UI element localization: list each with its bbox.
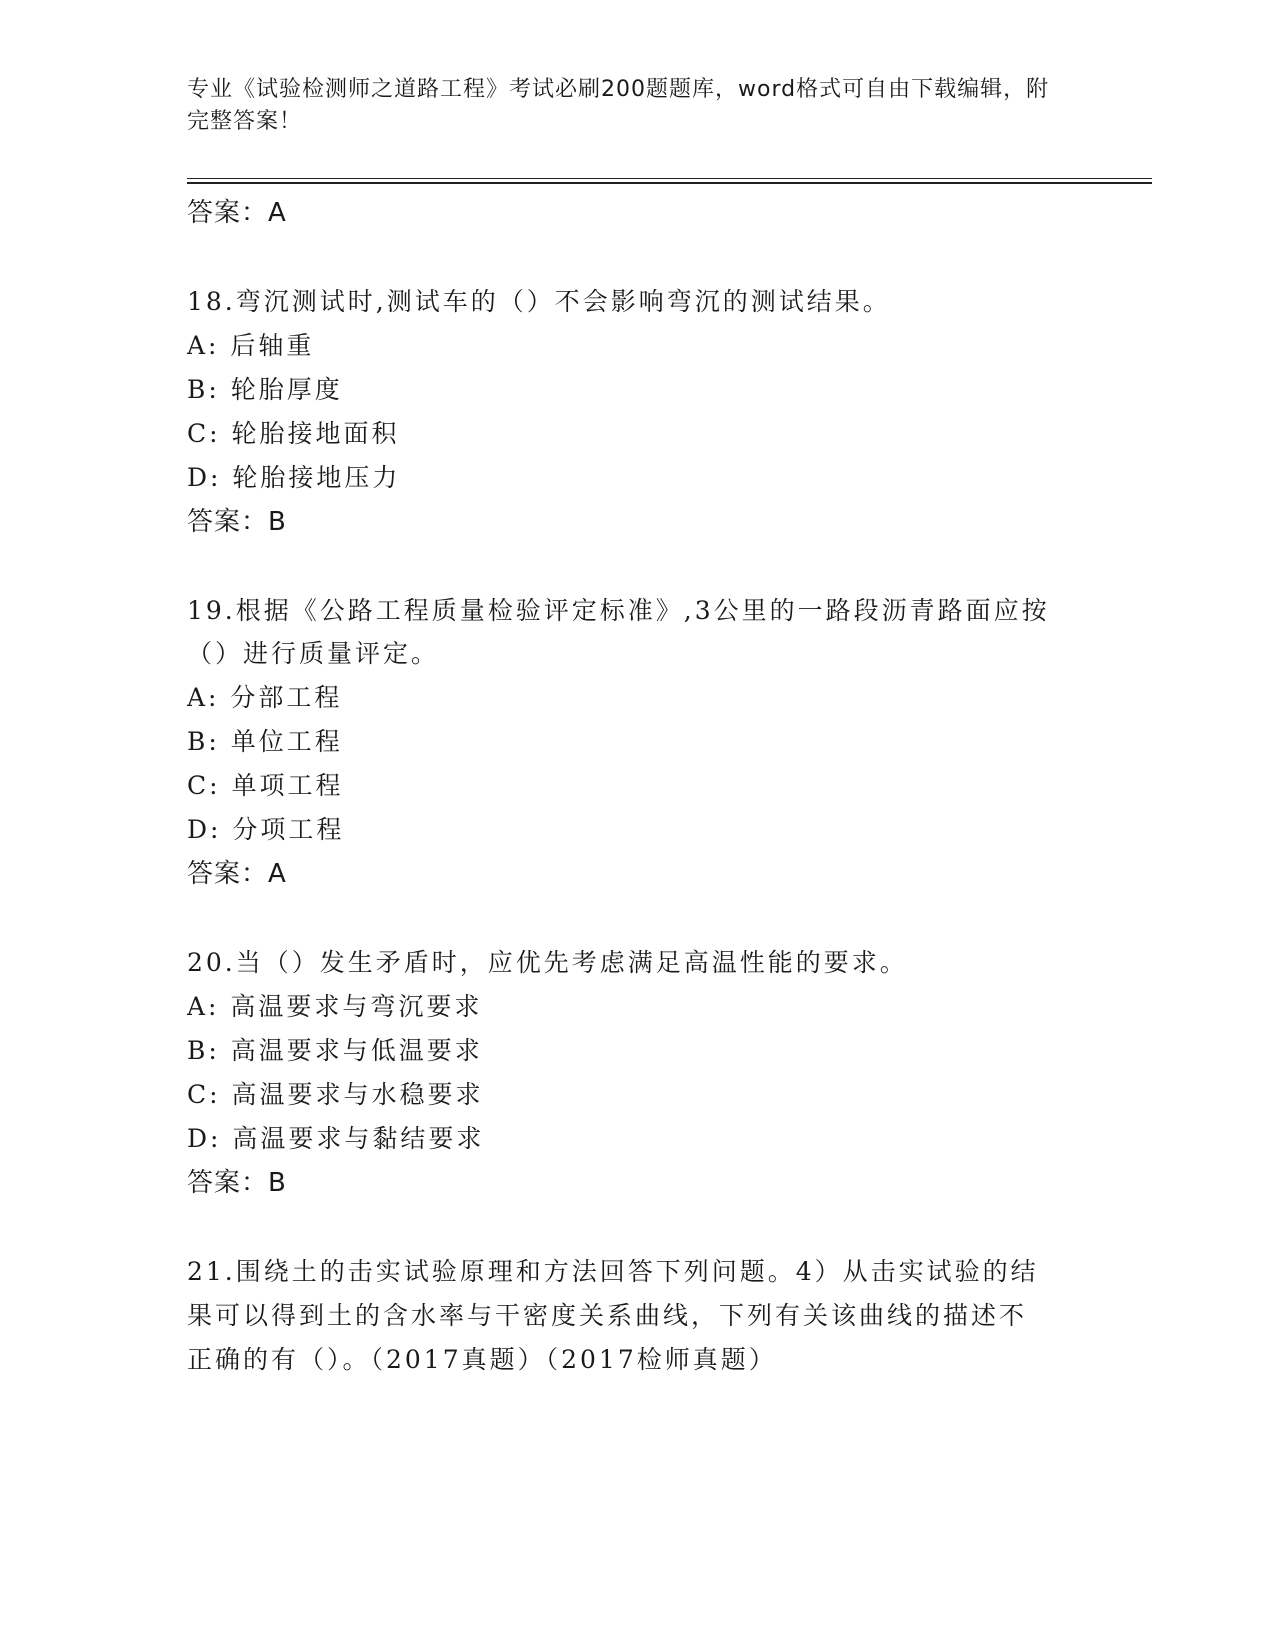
question-stem: 18.弯沉测试时,测试车的（）不会影响弯沉的测试结果。: [187, 287, 891, 316]
option-c: C: 高温要求与水稳要求: [187, 1080, 484, 1109]
option-b: B: 轮胎厚度: [187, 375, 343, 404]
header-divider-top: [187, 178, 1152, 179]
option-a: A: 高温要求与弯沉要求: [187, 992, 483, 1021]
question-stem-continued: 正确的有（）。（2017真题）（2017检师真题）: [187, 1345, 777, 1374]
answer-line: 答案：B: [187, 1168, 287, 1198]
option-c: C: 单项工程: [187, 771, 344, 800]
answer-line: 答案：A: [187, 198, 287, 228]
question-stem: 19.根据《公路工程质量检验评定标准》,3公里的一路段沥青路面应按: [187, 596, 1050, 625]
answer-line: 答案：A: [187, 859, 287, 889]
question-stem-continued: 果可以得到土的含水率与干密度关系曲线，下列有关该曲线的描述不: [187, 1301, 1028, 1330]
option-b: B: 高温要求与低温要求: [187, 1036, 483, 1065]
question-stem-continued: （）进行质量评定。: [187, 639, 440, 668]
option-c: C: 轮胎接地面积: [187, 419, 400, 448]
question-stem: 20.当（）发生矛盾时，应优先考虑满足高温性能的要求。: [187, 948, 908, 977]
option-a: A: 分部工程: [187, 683, 343, 712]
option-d: D: 轮胎接地压力: [187, 463, 401, 492]
answer-line: 答案：B: [187, 507, 287, 537]
option-b: B: 单位工程: [187, 727, 343, 756]
question-stem: 21.围绕土的击实试验原理和方法回答下列问题。4）从击实试验的结: [187, 1257, 1039, 1286]
header-divider-bottom: [187, 182, 1152, 184]
option-d: D: 高温要求与黏结要求: [187, 1124, 485, 1153]
option-d: D: 分项工程: [187, 815, 345, 844]
header-description: 专业《试验检测师之道路工程》考试必刷200题题库，word格式可自由下载编辑，附完整答案！: [187, 77, 1050, 134]
option-a: A: 后轴重: [187, 331, 315, 360]
